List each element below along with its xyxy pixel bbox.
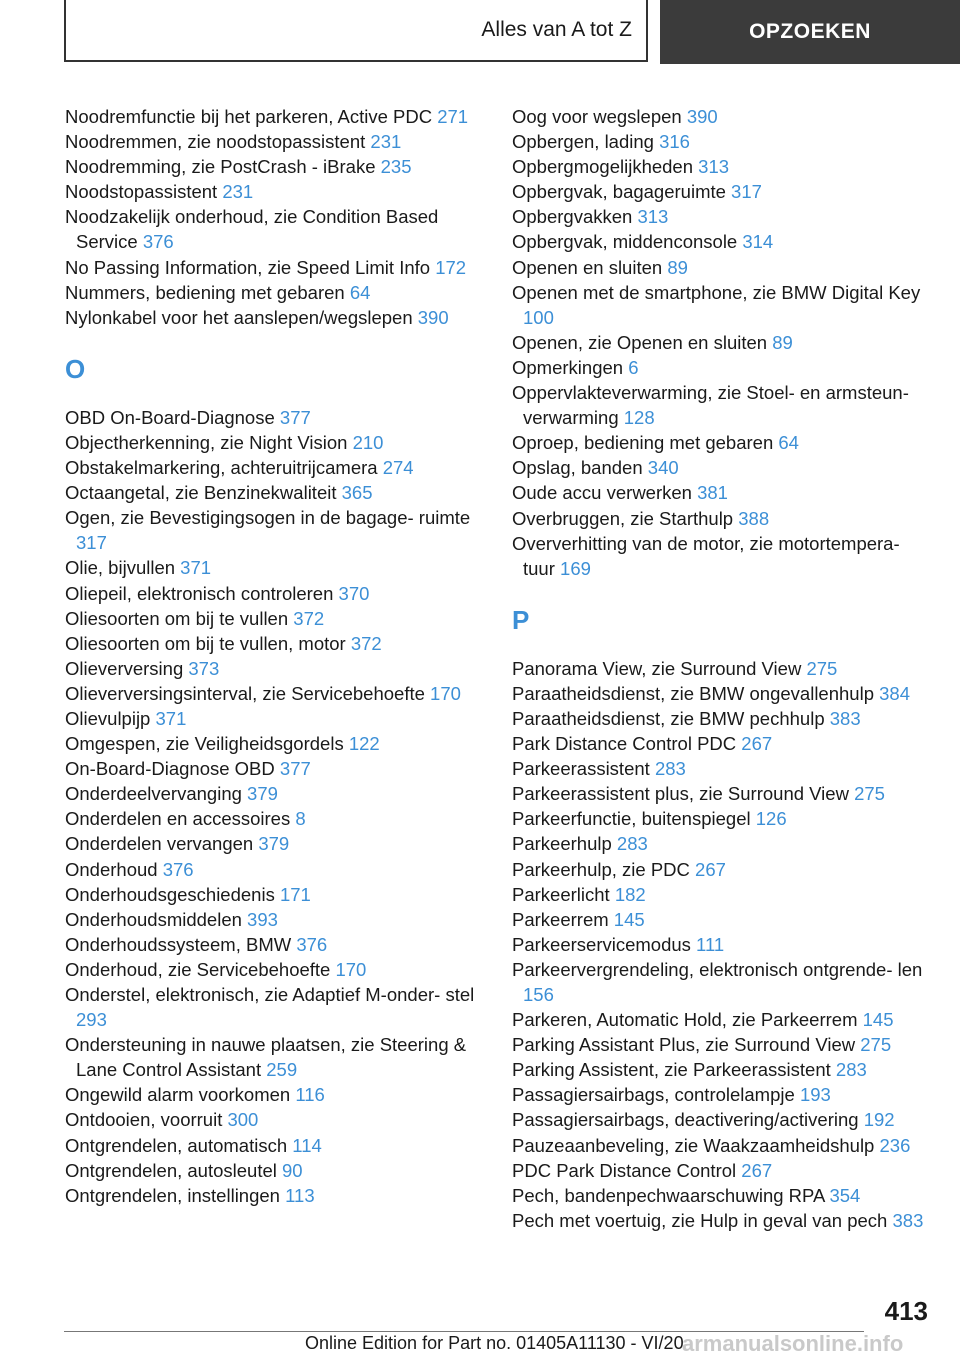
entry-term: Ontgrendelen, automatisch [65, 1134, 288, 1156]
index-entry [512, 154, 932, 179]
entry-term: Noodzakelijk onderhoud, zie Condition Based Service [65, 206, 439, 253]
index-column-right [512, 104, 932, 1233]
entry-term: Overbruggen, zie Starthulp [512, 507, 734, 529]
entry-term: Noodremfunctie bij het parkeren, Active PDC [65, 106, 433, 127]
entry-term: Openen, zie Openen en sluiten [512, 331, 768, 353]
entry-term: Noodremming, zie PostCrash - iBrake [65, 156, 376, 178]
page-reference-link[interactable]: 376 [142, 231, 174, 253]
index-entry [512, 1032, 932, 1057]
page-reference-link[interactable]: 393 [247, 908, 278, 930]
tab-label: OPZOEKEN [749, 20, 871, 43]
page-reference-link[interactable]: 275 [860, 1034, 892, 1056]
index-entry [65, 882, 485, 907]
index-entry [512, 480, 932, 505]
index-entry [512, 455, 932, 480]
entry-term: Oliesoorten om bij te vullen [65, 607, 289, 629]
index-entry [65, 932, 485, 957]
index-entry [512, 1082, 932, 1107]
entry-term: Nylonkabel voor het aanslepen/wegslepen [65, 306, 413, 328]
page-reference-link[interactable]: 365 [341, 482, 373, 504]
page-reference-link[interactable]: 126 [755, 808, 787, 830]
entry-term: Parkeerfunctie, buitenspiegel [512, 808, 751, 830]
page-number: 413 [884, 1296, 928, 1326]
index-entry [65, 430, 485, 455]
page-reference-link[interactable]: 171 [279, 883, 311, 905]
index-entry [512, 1107, 932, 1132]
index-entry [512, 104, 932, 129]
entry-term: Parkeerservicemodus [512, 933, 691, 955]
page-reference-link[interactable]: 90 [282, 1159, 303, 1181]
entry-term: Parkeerlicht [512, 883, 610, 905]
page-reference-link[interactable]: 383 [892, 1209, 924, 1231]
entry-term: Parking Assistant Plus, zie Surround View [512, 1034, 856, 1056]
index-entry [65, 806, 485, 831]
index-entry [65, 555, 485, 580]
index-entry [512, 280, 932, 330]
entry-term: Oververhitting van de motor, zie motortempera‐ tuur [512, 532, 900, 579]
page-reference-link[interactable]: 193 [799, 1084, 831, 1106]
index-entry [65, 480, 485, 505]
page-reference-link[interactable]: 381 [697, 482, 728, 504]
index-entry [512, 531, 932, 581]
index-column-left [65, 104, 485, 1208]
page-reference-link[interactable]: 235 [380, 156, 412, 178]
page-reference-link[interactable]: 384 [879, 682, 911, 704]
tab-opzoeken[interactable] [660, 0, 960, 64]
index-entry [65, 781, 485, 806]
page-reference-link[interactable]: 383 [829, 707, 861, 729]
page-reference-link[interactable]: 379 [247, 783, 278, 805]
edition-footer: Online Edition for Part no. 01405A11130 - VI/20 [305, 1333, 684, 1353]
entry-term: Opbergvakken [512, 206, 633, 228]
page-reference-link[interactable]: 259 [266, 1059, 298, 1081]
page-reference-link[interactable]: 275 [854, 783, 885, 805]
page-reference-link[interactable]: 113 [285, 1184, 315, 1206]
index-entry [65, 681, 485, 706]
page-reference-link[interactable]: 354 [829, 1184, 861, 1206]
page-reference-link[interactable]: 377 [279, 758, 311, 780]
page-reference-link[interactable]: 317 [731, 181, 762, 203]
entry-term: Onderhoud, zie Servicebehoefte [65, 958, 331, 980]
page-reference-link[interactable]: 377 [279, 406, 311, 428]
page-reference-link[interactable]: 274 [382, 457, 414, 479]
entry-term: Parkeerhulp, zie PDC [512, 858, 690, 880]
index-entry [512, 731, 932, 756]
index-entry [512, 1057, 932, 1082]
index-entry [512, 330, 932, 355]
entry-term: Onderhoudsmiddelen [65, 908, 242, 930]
page-reference-link[interactable]: 313 [637, 206, 669, 228]
entry-term: Onderhoudsgeschiedenis [65, 883, 275, 905]
entry-term: Opbergvak, middenconsole [512, 231, 738, 253]
index-entry [65, 255, 485, 280]
page-reference-link[interactable]: 371 [155, 707, 187, 729]
index-entry [512, 430, 932, 455]
entry-term: Oog voor wegslepen [512, 106, 682, 127]
index-entry [512, 781, 932, 806]
page-reference-link[interactable]: 340 [647, 457, 679, 479]
index-entry [512, 756, 932, 781]
index-entry [65, 305, 485, 330]
page-reference-link[interactable]: 145 [613, 908, 645, 930]
index-entry [512, 506, 932, 531]
entry-term: Noodstopassistent [65, 181, 218, 203]
section-letter: O [65, 353, 86, 384]
index-entry [65, 756, 485, 781]
index-entry [65, 1183, 485, 1208]
index-entry [65, 982, 485, 1032]
entry-term: Objectherkenning, zie Night Vision [65, 431, 348, 453]
index-entry [512, 355, 932, 380]
index-entry [512, 656, 932, 681]
index-entry [512, 204, 932, 229]
page-reference-link[interactable]: 170 [335, 958, 367, 980]
index-entry [512, 706, 932, 731]
index-entry [65, 907, 485, 932]
section-letter: P [512, 604, 530, 635]
entry-term: Opbergmogelijkheden [512, 156, 694, 178]
entry-term: Paraatheidsdienst, zie BMW ongevallenhulp [512, 682, 874, 704]
entry-term: Opmerkingen [512, 356, 624, 378]
index-entry [512, 129, 932, 154]
page-reference-link[interactable]: 267 [741, 1159, 773, 1181]
page-reference-link[interactable]: 100 [523, 306, 554, 328]
entry-term: Obstakelmarkering, achteruitrijcamera [65, 457, 378, 479]
entry-term: Onderstel, elektronisch, zie Adaptief M-onder‐ stel [65, 984, 475, 1005]
watermark: armanualsonline.info [682, 1331, 904, 1356]
index-entry [65, 455, 485, 480]
entry-term: Parkeerassistent [512, 758, 650, 780]
entry-term: Noodremmen, zie noodstopassistent [65, 131, 366, 153]
index-entry [512, 1158, 932, 1183]
entry-term: Nummers, bediening met gebaren [65, 281, 345, 303]
entry-term: Passagiersairbags, controlelampje [512, 1084, 795, 1106]
page-reference-link[interactable]: 373 [188, 657, 220, 679]
entry-term: Parkeren, Automatic Hold, zie Parkeerrem [512, 1009, 858, 1031]
index-entry [512, 229, 932, 254]
index-entry [512, 681, 932, 706]
entry-term: Onderhoudssysteem, BMW [65, 933, 292, 955]
page-reference-link[interactable]: 231 [370, 131, 402, 153]
page-reference-link[interactable]: 370 [338, 582, 370, 604]
page-reference-link[interactable]: 192 [863, 1109, 895, 1131]
page-reference-link[interactable]: 116 [295, 1084, 325, 1106]
page-reference-link[interactable]: 64 [349, 281, 371, 303]
index-entry [512, 957, 932, 1007]
entry-term: Opbergvak, bagageruimte [512, 181, 726, 203]
index-entry [65, 1133, 485, 1158]
index-entry [65, 706, 485, 731]
page-reference-link[interactable]: 6 [628, 356, 639, 378]
entry-term: Parkeerrem [512, 908, 609, 930]
page-reference-link[interactable]: 300 [227, 1109, 259, 1131]
index-entry [512, 857, 932, 882]
index-entry [512, 179, 932, 204]
index-entry [512, 1208, 932, 1233]
entry-term: Onderdelen vervangen [65, 833, 254, 855]
index-entry [65, 129, 485, 154]
page-reference-link[interactable]: 182 [614, 883, 646, 905]
index-entry [65, 1107, 485, 1132]
entry-term: Ongewild alarm voorkomen [65, 1084, 291, 1106]
page-reference-link[interactable]: 271 [437, 106, 469, 127]
index-entry [65, 831, 485, 856]
page-reference-link[interactable]: 275 [806, 657, 838, 679]
index-entry [65, 731, 485, 756]
page-reference-link[interactable]: 313 [698, 156, 730, 178]
entry-term: Ontgrendelen, autosleutel [65, 1159, 277, 1181]
entry-term: Olie, bijvullen [65, 557, 176, 579]
index-entry [65, 1032, 485, 1082]
page-reference-link[interactable]: 376 [162, 858, 194, 880]
page-reference-link[interactable]: 283 [616, 833, 648, 855]
index-entry [65, 104, 485, 129]
entry-term: Omgespen, zie Veiligheidsgordels [65, 733, 344, 755]
page-reference-link[interactable]: 172 [435, 256, 467, 278]
page-reference-link[interactable]: 64 [778, 432, 799, 454]
index-entry [65, 857, 485, 882]
page-reference-link[interactable]: 316 [659, 131, 690, 153]
page-reference-link[interactable]: 122 [348, 733, 380, 755]
entry-term: Opbergen, lading [512, 131, 654, 153]
entry-term: Ontdooien, voorruit [65, 1109, 223, 1131]
entry-term: On-Board-Diagnose OBD [65, 758, 275, 780]
index-entry [65, 606, 485, 631]
entry-term: Parkeervergrendeling, elektronisch ontgrende‐ len [512, 958, 923, 980]
entry-term: Octaangetal, zie Benzinekwaliteit [65, 482, 337, 504]
page-reference-link[interactable]: 283 [835, 1059, 867, 1081]
page-reference-link[interactable]: 317 [76, 532, 107, 554]
entry-term: Olievulpijp [65, 707, 151, 729]
entry-term: Passagiersairbags, deactivering/activering [512, 1109, 859, 1131]
index-entry [512, 1183, 932, 1208]
page-reference-link[interactable]: 128 [623, 407, 655, 429]
page-reference-link[interactable]: 314 [742, 231, 774, 253]
index-entry [512, 882, 932, 907]
entry-term: Oproep, bediening met gebaren [512, 432, 774, 454]
index-entry [65, 1158, 485, 1183]
index-entry [65, 656, 485, 681]
entry-term: Ontgrendelen, instellingen [65, 1184, 280, 1206]
page-reference-link[interactable]: 114 [292, 1134, 322, 1156]
entry-term: Panorama View, zie Surround View [512, 657, 802, 679]
entry-term: Parkeerhulp [512, 833, 612, 855]
page-reference-link[interactable]: 8 [295, 808, 306, 830]
page-reference-link[interactable]: 293 [76, 1009, 107, 1031]
index-entry [512, 380, 932, 430]
index-entry [512, 255, 932, 280]
page-reference-link[interactable]: 371 [180, 557, 212, 579]
page-reference-link[interactable]: 390 [417, 306, 449, 328]
entry-term: OBD On-Board-Diagnose [65, 406, 275, 428]
index-entry [65, 405, 485, 430]
page-reference-link[interactable]: 156 [523, 984, 554, 1005]
entry-term: Pech, bandenpechwaarschuwing RPA [512, 1184, 825, 1206]
page-reference-link[interactable]: 376 [296, 933, 328, 955]
page-reference-link[interactable]: 231 [222, 181, 254, 203]
entry-term: No Passing Information, zie Speed Limit Info [65, 256, 431, 278]
entry-term: Onderhoud [65, 858, 158, 880]
entry-term: Onderdelen en accessoires [65, 808, 291, 830]
page-reference-link[interactable]: 388 [738, 507, 770, 529]
page-reference-link[interactable]: 111 [696, 933, 725, 955]
entry-term: Pech met voertuig, zie Hulp in geval van pech [512, 1209, 888, 1231]
page-reference-link[interactable]: 210 [352, 431, 384, 453]
entry-term: Pauzeaanbeveling, zie Waakzaamheidshulp [512, 1134, 875, 1156]
entry-term: Oude accu verwerken [512, 482, 692, 504]
entry-term: Openen met de smartphone, zie BMW Digital Key [512, 281, 921, 303]
index-entry [65, 280, 485, 305]
entry-term: Olieverversing [65, 657, 184, 679]
page-reference-link[interactable]: 89 [667, 256, 688, 278]
index-entry [65, 1082, 485, 1107]
page-reference-link[interactable]: 267 [741, 733, 773, 755]
entry-term: Parkeerassistent plus, zie Surround View [512, 783, 849, 805]
tab-alles-van-a-tot-z[interactable] [64, 0, 648, 62]
page-reference-link[interactable]: 169 [560, 557, 591, 579]
entry-term: PDC Park Distance Control [512, 1159, 737, 1181]
entry-term: Park Distance Control PDC [512, 733, 737, 755]
index-entry [512, 1007, 932, 1032]
entry-term: Olieverversingsinterval, zie Servicebehoefte [65, 682, 425, 704]
index-entry [65, 631, 485, 656]
page-reference-link[interactable]: 89 [772, 331, 793, 353]
index-entry [512, 1133, 932, 1158]
tab-label: Alles van A tot Z [481, 18, 632, 41]
entry-term: Openen en sluiten [512, 256, 663, 278]
page-reference-link[interactable]: 372 [350, 632, 382, 654]
page-reference-link[interactable]: 236 [879, 1134, 911, 1156]
page-reference-link[interactable]: 283 [654, 758, 686, 780]
entry-term: Ondersteuning in nauwe plaatsen, zie Steering & Lane Control Assistant [65, 1034, 467, 1081]
page-reference-link[interactable]: 379 [258, 833, 290, 855]
page-reference-link[interactable]: 390 [686, 106, 718, 127]
index-entry [512, 932, 932, 957]
page-reference-link[interactable]: 170 [430, 682, 461, 704]
index-entry [512, 806, 932, 831]
index-entry [512, 907, 932, 932]
entry-term: Ogen, zie Bevestigingsogen in de bagage‐ ruimte [65, 507, 471, 529]
index-entry [65, 179, 485, 204]
entry-term: Oliepeil, elektronisch controleren [65, 582, 334, 604]
index-entry [65, 154, 485, 179]
index-entry [65, 505, 485, 555]
page-reference-link[interactable]: 145 [862, 1009, 894, 1031]
page-reference-link[interactable]: 372 [293, 607, 325, 629]
entry-term: Opslag, banden [512, 457, 643, 479]
index-entry [512, 831, 932, 856]
entry-term: Parking Assistent, zie Parkeerassistent [512, 1059, 831, 1081]
entry-term: Paraatheidsdienst, zie BMW pechhulp [512, 707, 825, 729]
entry-term: Onderdeelvervanging [65, 783, 242, 805]
entry-term: Oliesoorten om bij te vullen, motor [65, 632, 346, 654]
entry-term: Oppervlakteverwarming, zie Stoel- en armsteun‐ verwarming [512, 382, 909, 429]
index-entry [65, 957, 485, 982]
page-reference-link[interactable]: 267 [695, 858, 726, 880]
index-entry [65, 581, 485, 606]
index-entry [65, 204, 485, 254]
